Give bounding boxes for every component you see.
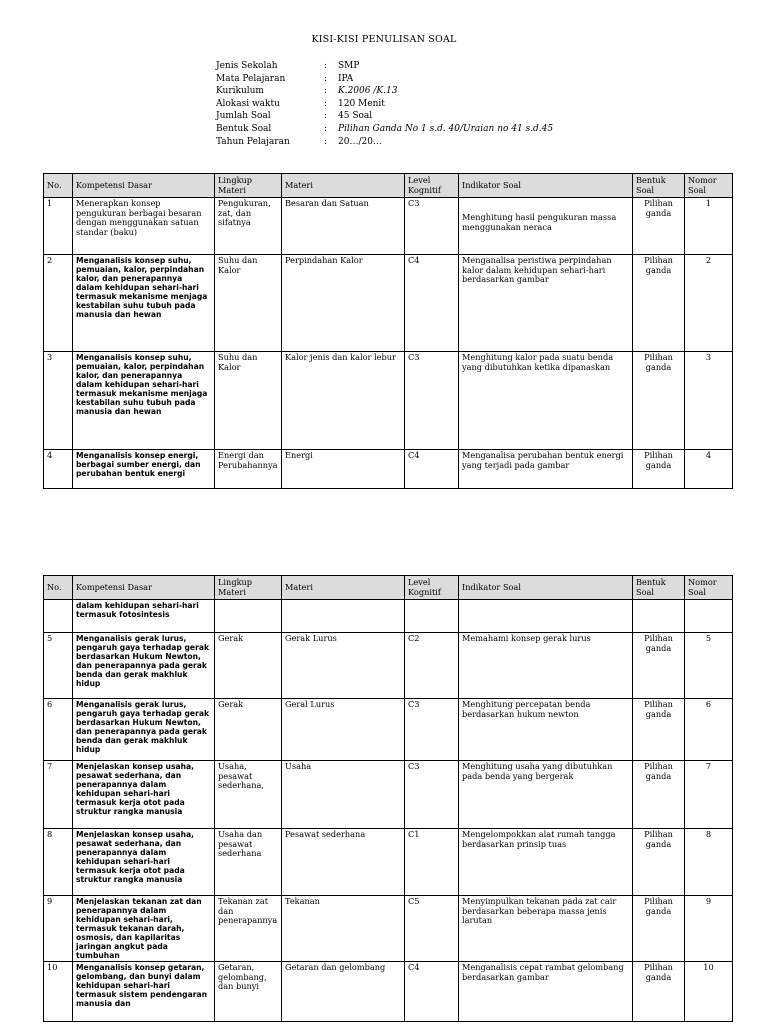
header-lingkup-materi: Lingkup Materi — [215, 174, 282, 198]
cell-level-kognitif: C5 — [405, 896, 459, 962]
cell-no: 6 — [44, 699, 73, 761]
cell-materi: Gerak Lurus — [282, 633, 405, 699]
info-row — [216, 98, 553, 111]
cell-level-kognitif: C4 — [405, 450, 459, 489]
cell-level-kognitif: C3 — [405, 761, 459, 829]
info-separator: : — [324, 61, 328, 71]
info-value: SMP — [338, 61, 360, 71]
table-row — [44, 829, 733, 896]
indikator-text: Menghitung percepatan benda berdasarkan hukum newton — [462, 699, 591, 719]
cell-indikator-soal — [459, 829, 633, 896]
kisi-kisi-table-page1 — [43, 173, 733, 489]
info-separator: : — [324, 136, 328, 147]
info-row — [216, 85, 553, 98]
header-kompetensi-dasar: Kompetensi Dasar — [73, 576, 215, 600]
cell-indikator-soal — [459, 352, 633, 450]
header-nomor-soal: Nomor Soal — [685, 174, 733, 198]
info-value: Pilihan Ganda No 1 s.d. 40/Uraian no 41 s.d.45 — [338, 123, 554, 134]
header-indikator-soal: Indikator Soal — [459, 576, 633, 600]
header-bentuk-soal: Bentuk Soal — [633, 576, 685, 600]
cell-nomor-soal: 1 — [685, 198, 733, 255]
header-lingkup-materi: Lingkup Materi — [215, 576, 282, 600]
info-separator: : — [324, 86, 328, 97]
info-row — [216, 73, 553, 86]
cell-bentuk-soal: Pilihan ganda — [633, 198, 685, 255]
cell-materi — [282, 600, 405, 633]
cell-materi: Kalor jenis dan kalor lebur — [282, 352, 405, 450]
cell-lingkup-materi: Energi dan Perubahannya — [215, 450, 282, 489]
cell-materi: Perpindahan Kalor — [282, 255, 405, 352]
header-nomor-soal: Nomor Soal — [685, 576, 733, 600]
cell-indikator-soal — [459, 962, 633, 1022]
indikator-text: Menganalisis cepat rambat gelombang berdasarkan gambar — [462, 962, 624, 982]
cell-level-kognitif: C3 — [405, 198, 459, 255]
cell-indikator-soal — [459, 633, 633, 699]
info-row — [216, 123, 553, 136]
cell-lingkup-materi: Suhu dan Kalor — [215, 255, 282, 352]
cell-indikator-soal — [459, 255, 633, 352]
cell-nomor-soal: 2 — [685, 255, 733, 352]
cell-no: 1 — [44, 198, 73, 255]
cell-no: 2 — [44, 255, 73, 352]
indikator-text: Mengelompokkan alat rumah tangga berdasarkan prinsip tuas — [462, 829, 616, 849]
cell-lingkup-materi: Usaha, pesawat sederhana, — [215, 761, 282, 829]
cell-level-kognitif: C1 — [405, 829, 459, 896]
header-bentuk-soal: Bentuk Soal — [633, 174, 685, 198]
cell-bentuk-soal: Pilihan ganda — [633, 962, 685, 1022]
document-title: KISI-KISI PENULISAN SOAL — [311, 34, 457, 45]
cell-indikator-soal — [459, 600, 633, 633]
cell-materi: Geral Lurus — [282, 699, 405, 761]
header-kompetensi-dasar: Kompetensi Dasar — [73, 174, 215, 198]
info-value: 120 Menit — [338, 98, 385, 109]
cell-materi: Usaha — [282, 761, 405, 829]
cell-lingkup-materi: Pengukuran, zat, dan sifatnya — [215, 198, 282, 255]
info-label: Jenis Sekolah — [216, 61, 278, 71]
header-materi: Materi — [282, 174, 405, 198]
info-separator: : — [324, 123, 328, 134]
cell-kompetensi-dasar: Menerapkan konsep pengukuran berbagai besaran dengan menggunakan satuan standar (baku) — [73, 198, 215, 255]
indikator-text: Menghitung usaha yang dibutuhkan pada benda yang bergerak — [462, 761, 613, 781]
cell-level-kognitif: C2 — [405, 633, 459, 699]
indikator-text: Memahami konsep gerak lurus — [462, 633, 591, 643]
indikator-text: Menghitung kalor pada suatu benda yang dibutuhkan ketika dipanaskan — [462, 352, 614, 372]
indikator-text: Menyimpulkan tekanan pada zat cair berdasarkan beberapa massa jenis larutan — [462, 896, 617, 926]
cell-lingkup-materi: Getaran, gelombang, dan bunyi — [215, 962, 282, 1022]
info-row — [216, 110, 553, 123]
info-value: 20…/20… — [338, 136, 382, 147]
cell-bentuk-soal: Pilihan ganda — [633, 896, 685, 962]
document-info — [216, 60, 553, 148]
cell-materi: Tekanan — [282, 896, 405, 962]
cell-lingkup-materi: Gerak — [215, 699, 282, 761]
table-header-row — [44, 174, 733, 198]
table-row — [44, 896, 733, 962]
info-value: IPA — [338, 73, 354, 84]
kisi-kisi-table-page2 — [43, 575, 733, 1022]
cell-lingkup-materi: Gerak — [215, 633, 282, 699]
cell-nomor-soal: 6 — [685, 699, 733, 761]
cell-lingkup-materi — [215, 600, 282, 633]
info-separator: : — [324, 98, 328, 109]
table-row — [44, 600, 733, 633]
cell-no: 9 — [44, 896, 73, 962]
cell-kompetensi-dasar: Menganalisis konsep energi, berbagai sumber energi, dan perubahan bentuk energi — [73, 450, 215, 489]
cell-nomor-soal: 8 — [685, 829, 733, 896]
cell-kompetensi-dasar: dalam kehidupan sehari-hari termasuk fotosintesis — [73, 600, 215, 633]
header-no: No. — [44, 174, 73, 198]
info-value: 45 Soal — [338, 111, 373, 122]
cell-nomor-soal: 7 — [685, 761, 733, 829]
cell-nomor-soal — [685, 600, 733, 633]
cell-kompetensi-dasar: Menganalisis konsep suhu, pemuaian, kalor, perpindahan kalor, dan penerapannya dalam kehidupan sehari-hari termasuk mekanisme menjaga kestabilan suhu tubuh pada manusia dan hewan — [73, 255, 215, 352]
cell-indikator-soal — [459, 699, 633, 761]
cell-kompetensi-dasar: Menjelaskan tekanan zat dan penerapannya dalam kehidupan sehari-hari, termasuk tekanan darah, osmosis, dan kapilaritas jaringan angkut pada tumbuhan — [73, 896, 215, 962]
info-label: Jumlah Soal — [216, 111, 271, 122]
cell-kompetensi-dasar: Menjelaskan konsep usaha, pesawat sederhana, dan penerapannya dalam kehidupan sehari-hari termasuk kerja otot pada struktur rangka manusia — [73, 829, 215, 896]
table-row — [44, 255, 733, 352]
cell-lingkup-materi: Tekanan zat dan penerapannya — [215, 896, 282, 962]
cell-kompetensi-dasar: Menganalisis konsep getaran, gelombang, dan bunyi dalam kehidupan sehari-hari termasuk sistem pendengaran manusia dan — [73, 962, 215, 1022]
cell-bentuk-soal: Pilihan ganda — [633, 352, 685, 450]
cell-indikator-soal — [459, 198, 633, 255]
info-row — [216, 60, 553, 73]
indikator-text: Menghitung hasil pengukuran massa menggunakan neraca — [462, 212, 617, 232]
cell-indikator-soal — [459, 761, 633, 829]
cell-lingkup-materi: Usaha dan pesawat sederhana — [215, 829, 282, 896]
cell-no: 4 — [44, 450, 73, 489]
cell-materi: Getaran dan gelombang — [282, 962, 405, 1022]
cell-nomor-soal: 9 — [685, 896, 733, 962]
cell-kompetensi-dasar: Menjelaskan konsep usaha, pesawat sederhana, dan penerapannya dalam kehidupan sehari-hari termasuk kerja otot pada struktur rangka manusia — [73, 761, 215, 829]
info-separator: : — [324, 111, 328, 122]
info-label: Bentuk Soal — [216, 123, 272, 134]
cell-kompetensi-dasar: Menganalisis konsep suhu, pemuaian, kalor, perpindahan kalor, dan penerapannya dalam kehidupan sehari-hari termasuk mekanisme menjaga kestabilan suhu tubuh pada manusia dan hewan — [73, 352, 215, 450]
cell-level-kognitif: C4 — [405, 962, 459, 1022]
header-materi: Materi — [282, 576, 405, 600]
cell-no: 8 — [44, 829, 73, 896]
table-row — [44, 450, 733, 489]
cell-no: 10 — [44, 962, 73, 1022]
cell-lingkup-materi: Suhu dan Kalor — [215, 352, 282, 450]
cell-indikator-soal — [459, 896, 633, 962]
cell-bentuk-soal: Pilihan ganda — [633, 761, 685, 829]
table-row — [44, 962, 733, 1022]
cell-nomor-soal: 10 — [685, 962, 733, 1022]
cell-materi: Pesawat sederhana — [282, 829, 405, 896]
indikator-text: Menganalisa perubahan bentuk energi yang terjadi pada gambar — [462, 450, 624, 470]
header-no: No. — [44, 576, 73, 600]
cell-bentuk-soal: Pilihan ganda — [633, 699, 685, 761]
cell-no: 5 — [44, 633, 73, 699]
info-separator: : — [324, 73, 328, 84]
cell-kompetensi-dasar: Menganalisis gerak lurus, pengaruh gaya terhadap gerak berdasarkan Hukum Newton, dan penerapannya pada gerak benda dan gerak makhluk hidup — [73, 699, 215, 761]
indikator-text: Menganalisa peristiwa perpindahan kalor dalam kehidupan sehari-hari berdasarkan gambar — [462, 255, 612, 285]
cell-kompetensi-dasar: Menganalisis gerak lurus, pengaruh gaya terhadap gerak berdasarkan Hukum Newton, dan penerapannya pada gerak benda dan gerak makhluk hidup — [73, 633, 215, 699]
table-row — [44, 198, 733, 255]
cell-nomor-soal: 5 — [685, 633, 733, 699]
table-row — [44, 633, 733, 699]
table-row — [44, 352, 733, 450]
cell-level-kognitif: C3 — [405, 352, 459, 450]
info-label: Kurikulum — [216, 86, 264, 97]
table-row — [44, 761, 733, 829]
header-level-kognitif: Level Kognitif — [405, 576, 459, 600]
info-row — [216, 136, 553, 149]
header-indikator-soal: Indikator Soal — [459, 174, 633, 198]
cell-nomor-soal: 3 — [685, 352, 733, 450]
header-level-kognitif: Level Kognitif — [405, 174, 459, 198]
cell-level-kognitif — [405, 600, 459, 633]
cell-no: 3 — [44, 352, 73, 450]
cell-nomor-soal: 4 — [685, 450, 733, 489]
cell-no — [44, 600, 73, 633]
cell-bentuk-soal — [633, 600, 685, 633]
cell-bentuk-soal: Pilihan ganda — [633, 829, 685, 896]
info-value: K.2006 /K.13 — [338, 86, 398, 97]
cell-materi: Energi — [282, 450, 405, 489]
table-header-row — [44, 576, 733, 600]
table-row — [44, 699, 733, 761]
cell-level-kognitif: C3 — [405, 699, 459, 761]
cell-level-kognitif: C4 — [405, 255, 459, 352]
cell-indikator-soal — [459, 450, 633, 489]
info-label: Tahun Pelajaran — [216, 136, 290, 147]
info-label: Mata Pelajaran — [216, 73, 286, 84]
cell-bentuk-soal: Pilihan ganda — [633, 255, 685, 352]
cell-bentuk-soal: Pilihan ganda — [633, 450, 685, 489]
info-label: Alokasi waktu — [216, 98, 280, 109]
cell-no: 7 — [44, 761, 73, 829]
cell-materi: Besaran dan Satuan — [282, 198, 405, 255]
cell-bentuk-soal: Pilihan ganda — [633, 633, 685, 699]
